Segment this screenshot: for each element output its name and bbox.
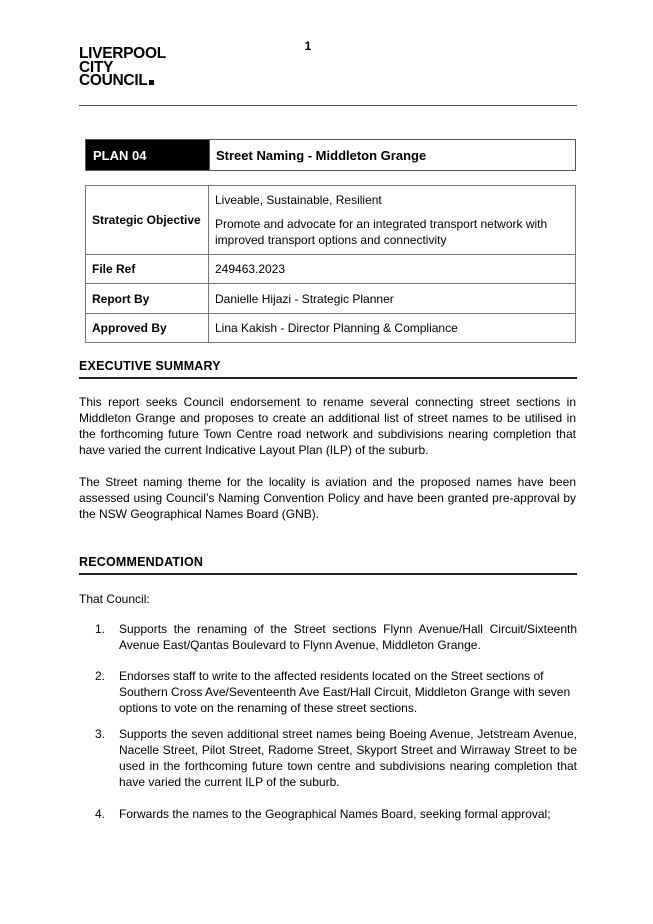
file-ref-row — [86, 255, 576, 284]
logo-line-3: COUNCIL — [79, 74, 166, 88]
recommendation-intro: That Council: — [79, 592, 150, 606]
recommendation-text: Forwards the names to the Geographical Names Board, seeking formal approval; — [119, 807, 551, 821]
logo-line-2: CITY — [79, 58, 114, 76]
recommendation-heading: RECOMMENDATION — [79, 555, 577, 575]
recommendation-text: Supports the renaming of the Street sections Flynn Avenue/Hall Circuit/Sixteenth Avenue East/Qantas Boulevard to Flynn Avenue, Middleton Grange. — [119, 622, 577, 652]
approved-by-label: Approved By — [86, 314, 209, 343]
header-divider — [79, 105, 577, 106]
strategic-objective-label: Strategic Objective — [86, 186, 209, 255]
executive-summary-paragraph-1: This report seeks Council endorsement to rename several connecting street sections in Middleton Grange and proposes to create an additional list of street names to be utilised in the forthcoming future Town Centre road network and subdivisions nearing completion that have varied the current Indicative Layout Plan (ILP) of the suburb. — [79, 395, 576, 457]
plan-title: Street Naming - Middleton Grange — [209, 140, 575, 170]
recommendation-text: Endorses staff to write to the affected residents located on the Street sections of Southern Cross Ave/Seventeenth Ave East/Hall Circuit, Middleton Grange with seven options to vote on the renaming of these street sections. — [119, 669, 571, 715]
executive-summary-heading: EXECUTIVE SUMMARY — [79, 359, 577, 379]
report-by-label: Report By — [86, 284, 209, 314]
recommendation-item — [95, 621, 577, 653]
recommendation-text: Supports the seven additional street names being Boeing Avenue, Jetstream Avenue, Nacelle Street, Pilot Street, Radome Street, Skyport Street and Wirraway Street to be used in the forthcoming future town centre and subdivisions nearing completion that have varied the current ILP of the suburb. — [119, 727, 577, 789]
recommendation-item — [95, 806, 577, 822]
report-meta-table — [85, 185, 576, 343]
file-ref-value: 249463.2023 — [209, 255, 576, 284]
logo-dot-icon — [149, 80, 154, 85]
report-by-value: Danielle Hijazi - Strategic Planner — [209, 284, 576, 314]
strategic-objective-row — [86, 186, 576, 255]
strategic-objective-theme: Liveable, Sustainable, Resilient — [215, 193, 382, 207]
approved-by-row — [86, 314, 576, 343]
recommendation-item — [95, 726, 577, 790]
plan-id: PLAN 04 — [86, 140, 209, 170]
report-by-row — [86, 284, 576, 314]
approved-by-value: Lina Kakish - Director Planning & Compliance — [209, 314, 576, 343]
logo-line-1: LIVERPOOL — [79, 45, 166, 62]
recommendation-number: 2. — [95, 669, 106, 683]
plan-header — [85, 139, 576, 171]
council-logo — [79, 47, 166, 88]
strategic-objective-description: Promote and advocate for an integrated transport network with improved transport options and connectivity — [215, 217, 548, 247]
strategic-objective-value — [209, 186, 576, 255]
file-ref-label: File Ref — [86, 255, 209, 284]
recommendation-number: 3. — [95, 727, 106, 741]
recommendation-number: 4. — [95, 807, 106, 821]
recommendation-number: 1. — [95, 622, 106, 636]
executive-summary-paragraph-2: The Street naming theme for the locality is aviation and the proposed names have been assessed using Council’s Naming Convention Policy and have been granted pre-approval by the NSW Geographical Names Board (GNB). — [79, 475, 576, 521]
recommendation-item — [95, 668, 577, 716]
page-number: 1 — [304, 39, 312, 53]
